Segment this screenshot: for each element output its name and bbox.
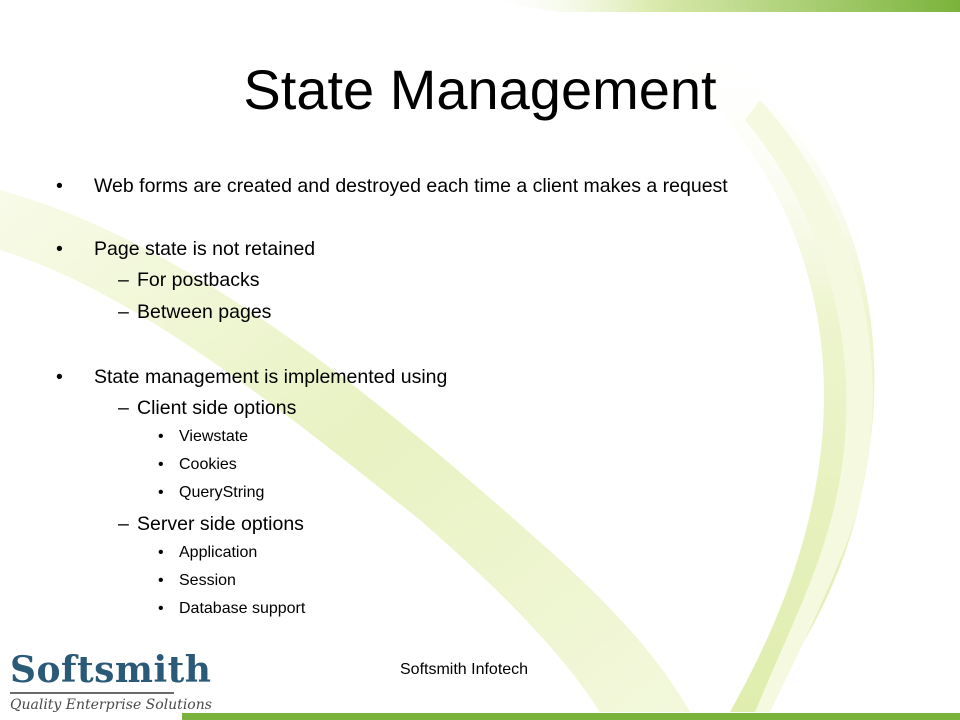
bullet-marker: • — [158, 456, 164, 473]
bullet-marker: • — [158, 544, 164, 561]
sub-bullet-text: Between pages — [137, 301, 272, 323]
dash-marker: – — [118, 269, 129, 291]
bullet-marker: • — [158, 484, 164, 501]
bullet-marker: • — [56, 238, 63, 260]
bullet-text: State management is implemented using — [94, 366, 448, 388]
bullet-marker: • — [158, 572, 164, 589]
sub-sub-bullet-text: Session — [179, 572, 236, 589]
dash-marker: – — [118, 397, 129, 419]
bottom-accent-bar — [182, 713, 960, 720]
sub-sub-bullet-text: QueryString — [179, 484, 265, 501]
slide-footer: Softsmith Infotech — [400, 661, 529, 678]
sub-bullet-text: Client side options — [137, 397, 297, 419]
logo-tagline: Quality Enterprise Solutions — [10, 697, 212, 713]
sub-bullet-text: For postbacks — [137, 269, 260, 291]
bullet-marker: • — [56, 175, 63, 197]
bullet-marker: • — [56, 366, 63, 388]
softsmith-logo — [4, 644, 212, 718]
sub-sub-bullet-text: Cookies — [179, 456, 237, 473]
dash-marker: – — [118, 301, 129, 323]
sub-sub-bullet-text: Database support — [179, 600, 306, 617]
bullet-marker: • — [158, 600, 164, 617]
bullet-text: Web forms are created and destroyed each time a client makes a request — [94, 175, 728, 197]
bullet-marker: • — [158, 428, 164, 445]
slide-title: State Management — [243, 58, 717, 121]
sub-bullet-text: Server side options — [137, 513, 304, 535]
dash-marker: – — [118, 513, 129, 535]
sub-sub-bullet-text: Viewstate — [179, 428, 249, 445]
logo-divider — [10, 692, 174, 694]
logo-name: Softsmith — [10, 649, 212, 691]
sub-sub-bullet-text: Application — [179, 544, 258, 561]
bullet-text: Page state is not retained — [94, 238, 316, 260]
